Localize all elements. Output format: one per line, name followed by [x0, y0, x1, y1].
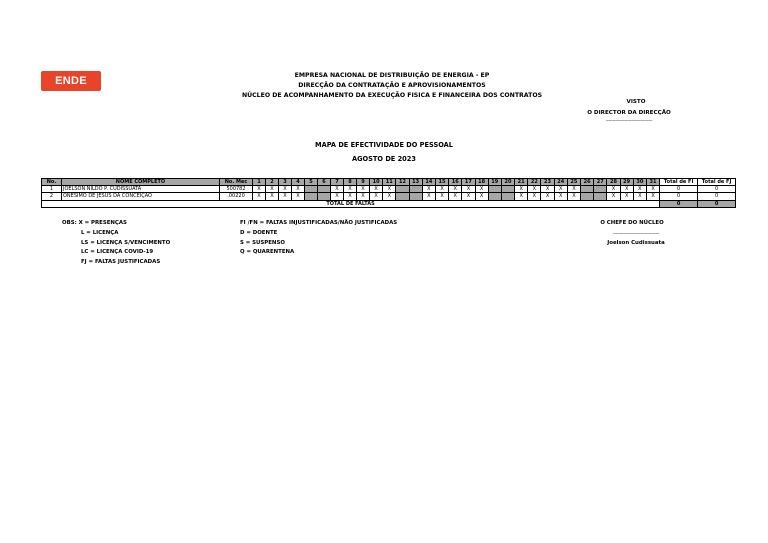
- day-mark: X: [567, 186, 580, 193]
- col-header-total-fj: Total de FJ: [698, 179, 736, 186]
- col-header-day: 6: [318, 179, 331, 186]
- day-mark: X: [449, 186, 462, 193]
- company-name: EMPRESA NACIONAL DE DISTRIBUIÇÃO DE ENERGIA - EP: [294, 72, 490, 79]
- col-header-day: 5: [305, 179, 318, 186]
- col-header-day: 8: [344, 179, 357, 186]
- day-mark: X: [279, 193, 292, 200]
- col-header-day: 21: [515, 179, 528, 186]
- legend-left: [62, 219, 170, 268]
- chefe-title: O CHEFE DO NÚCLEO: [600, 220, 664, 226]
- day-mark: [396, 193, 409, 200]
- report-period: AGOSTO DE 2023: [352, 155, 416, 163]
- row-name: ONESIMO DE JESUS DA CONCEIÇÃO: [62, 193, 220, 200]
- table-total-row: [42, 200, 736, 207]
- day-mark: X: [331, 186, 344, 193]
- col-header-day: 9: [357, 179, 370, 186]
- day-mark: X: [515, 193, 528, 200]
- day-mark: [594, 193, 607, 200]
- day-mark: X: [383, 193, 396, 200]
- day-mark: X: [292, 193, 305, 200]
- col-header-total-fi: Total de FI: [660, 179, 698, 186]
- day-mark: X: [554, 193, 567, 200]
- col-header-mec: No. Mec: [220, 179, 253, 186]
- legend-obs: OBS: X = PRESENÇAS: [62, 220, 127, 226]
- day-mark: X: [449, 193, 462, 200]
- col-header-day: 16: [449, 179, 462, 186]
- row-name: JOELSON NILDO P. CUDISSUATA: [62, 186, 220, 193]
- row-total-fi: 0: [660, 186, 698, 193]
- day-mark: X: [475, 186, 488, 193]
- col-header-day: 12: [396, 179, 409, 186]
- col-header-day: 31: [646, 179, 659, 186]
- row-mec: 500782: [220, 186, 253, 193]
- day-mark: [581, 193, 594, 200]
- day-mark: X: [357, 193, 370, 200]
- legend-item-lc: LC = LICENÇA COVID-19: [81, 249, 154, 256]
- day-mark: X: [646, 193, 659, 200]
- col-header-day: 14: [422, 179, 435, 186]
- director-title: O DIRECTOR DA DIRECÇÃO: [587, 110, 671, 116]
- row-no: 1: [42, 186, 62, 193]
- day-mark: X: [541, 186, 554, 193]
- attendance-table: [41, 178, 736, 208]
- col-header-day: 28: [607, 179, 620, 186]
- director-signature-line: -----------------------------------: [605, 119, 653, 124]
- col-header-day: 17: [462, 179, 475, 186]
- col-header-day: 2: [266, 179, 279, 186]
- col-header-day: 24: [554, 179, 567, 186]
- col-header-day: 25: [567, 179, 580, 186]
- day-mark: [488, 193, 501, 200]
- day-mark: X: [331, 193, 344, 200]
- row-no: 2: [42, 193, 62, 200]
- day-mark: X: [266, 193, 279, 200]
- day-mark: X: [344, 186, 357, 193]
- legend-item-fi: FI /FN = FALTAS INJUSTIFICADAS/NÃO JUSTIFICADAS: [240, 220, 398, 226]
- col-header-day: 20: [501, 179, 514, 186]
- day-mark: X: [567, 193, 580, 200]
- legend-item-ls: LS = LICENÇA S/VENCIMENTO: [81, 239, 171, 246]
- day-mark: X: [344, 193, 357, 200]
- day-mark: X: [266, 186, 279, 193]
- day-mark: [409, 186, 422, 193]
- day-mark: [488, 186, 501, 193]
- col-header-day: 13: [409, 179, 422, 186]
- day-mark: [581, 186, 594, 193]
- col-header-day: 19: [488, 179, 501, 186]
- total-fj-value: 0: [698, 200, 736, 207]
- row-mec: .00220: [220, 193, 253, 200]
- total-fi-value: 0: [660, 200, 698, 207]
- col-header-day: 4: [292, 179, 305, 186]
- report-title: MAPA DE EFECTIVIDADE DO PESSOAL: [315, 141, 453, 149]
- day-mark: X: [422, 186, 435, 193]
- day-mark: X: [370, 186, 383, 193]
- col-header-day: 22: [528, 179, 541, 186]
- day-mark: [409, 193, 422, 200]
- day-mark: X: [620, 186, 633, 193]
- day-mark: X: [253, 193, 266, 200]
- col-header-day: 23: [541, 179, 554, 186]
- day-mark: X: [620, 193, 633, 200]
- row-total-fj: 0: [698, 186, 736, 193]
- legend-item-q: Q = QUARENTENA: [240, 249, 295, 256]
- legend-item-d: D = DOENTE: [240, 229, 278, 236]
- day-mark: X: [607, 193, 620, 200]
- col-header-name: NOME COMPLETO: [62, 179, 220, 186]
- day-mark: [318, 186, 331, 193]
- day-mark: X: [279, 186, 292, 193]
- day-mark: X: [253, 186, 266, 193]
- total-faltas-label: TOTAL DE FALTAS: [42, 200, 660, 207]
- legend-item-s: S = SUSPENSO: [240, 239, 285, 246]
- col-header-day: 1: [253, 179, 266, 186]
- col-header-day: 10: [370, 179, 383, 186]
- col-header-day: 15: [435, 179, 448, 186]
- day-mark: X: [435, 193, 448, 200]
- col-header-day: 7: [331, 179, 344, 186]
- table-row: [42, 186, 736, 193]
- col-header-day: 11: [383, 179, 396, 186]
- legend-item-fj: FJ = FALTAS JUSTIFICADAS: [81, 259, 161, 266]
- day-mark: [396, 186, 409, 193]
- day-mark: X: [435, 186, 448, 193]
- day-mark: X: [607, 186, 620, 193]
- day-mark: X: [633, 193, 646, 200]
- nucleus-name: NÚCLEO DE ACOMPANHAMENTO DA EXECUÇÃO FISICA E FINANCEIRA DOS CONTRATOS: [241, 92, 543, 99]
- row-total-fi: 0: [660, 193, 698, 200]
- legend-right: [240, 219, 397, 258]
- col-header-day: 3: [279, 179, 292, 186]
- day-mark: X: [528, 193, 541, 200]
- ende-logo: ENDE: [41, 71, 101, 91]
- day-mark: X: [515, 186, 528, 193]
- day-mark: [318, 193, 331, 200]
- day-mark: [305, 186, 318, 193]
- day-mark: [305, 193, 318, 200]
- day-mark: X: [646, 186, 659, 193]
- day-mark: [594, 186, 607, 193]
- directorate-name: DIRECÇÃO DA CONTRATAÇÃO E APROVISIONAMENTOS: [298, 82, 486, 89]
- legend-item-l: L = LICENÇA: [81, 229, 119, 236]
- day-mark: X: [422, 193, 435, 200]
- table-header-row: [42, 179, 736, 186]
- day-mark: X: [357, 186, 370, 193]
- day-mark: X: [370, 193, 383, 200]
- day-mark: X: [462, 193, 475, 200]
- day-mark: X: [475, 193, 488, 200]
- day-mark: X: [292, 186, 305, 193]
- col-header-day: 30: [633, 179, 646, 186]
- visto-label: VISTO: [626, 99, 646, 105]
- chefe-signature-line: -----------------------------------: [612, 232, 660, 237]
- col-header-day: 27: [594, 179, 607, 186]
- table-row: [42, 193, 736, 200]
- chefe-name: Joelson Cudissuata: [607, 240, 665, 246]
- col-header-no: No.: [42, 179, 62, 186]
- day-mark: X: [462, 186, 475, 193]
- day-mark: X: [633, 186, 646, 193]
- row-total-fj: 0: [698, 193, 736, 200]
- day-mark: [501, 186, 514, 193]
- col-header-day: 26: [581, 179, 594, 186]
- day-mark: X: [383, 186, 396, 193]
- col-header-day: 18: [475, 179, 488, 186]
- col-header-day: 29: [620, 179, 633, 186]
- day-mark: X: [541, 193, 554, 200]
- day-mark: [501, 193, 514, 200]
- day-mark: X: [528, 186, 541, 193]
- day-mark: X: [554, 186, 567, 193]
